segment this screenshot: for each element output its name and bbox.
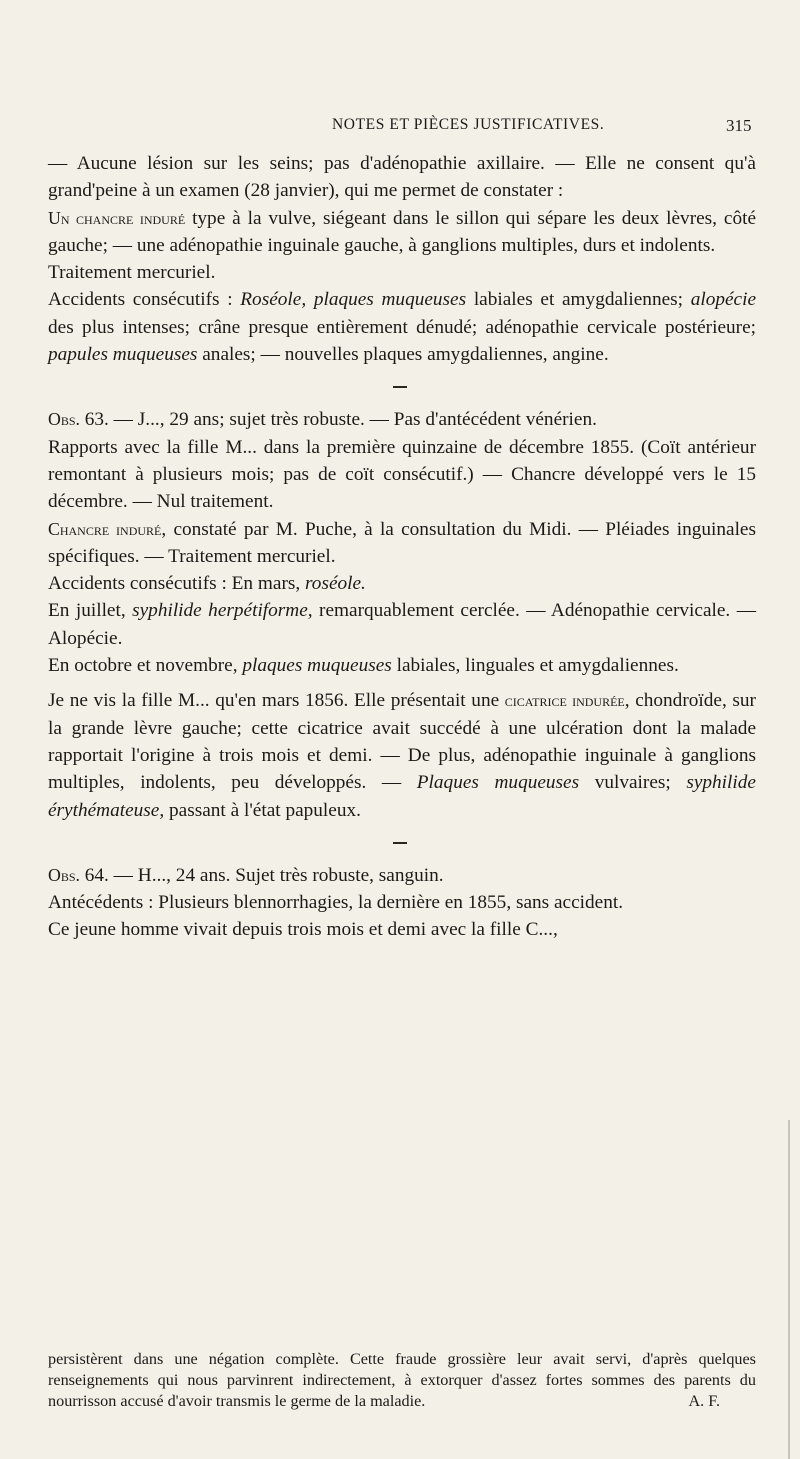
- paragraph-accidents: [48, 286, 756, 368]
- section-separator: [393, 842, 407, 844]
- italic-term: syphilide herpétiforme,: [132, 600, 313, 622]
- obs-64-heading: [48, 862, 756, 889]
- italic-term: plaques muqueuses: [242, 655, 392, 677]
- paragraph-traitement: Traitement mercuriel.: [48, 262, 216, 284]
- paragraph-rapports: Rapports avec la fille M... dans la première quinzaine de décembre 1855. (Coït antérieur remontant à plusieurs mois; pas de coït consécutif.) — Chancre développé vers le 15 décembre. — Nul traitement.: [48, 436, 756, 513]
- paragraph-octobre: [48, 652, 756, 679]
- footnote-signature: A. F.: [688, 1392, 720, 1410]
- italic-term: alopécie: [690, 289, 757, 311]
- small-caps-term: Un chancre induré: [48, 207, 186, 228]
- page-number: 315: [726, 116, 752, 135]
- italic-term: Plaques muqueuses: [416, 772, 580, 794]
- small-caps-term: Chancre induré: [48, 518, 162, 539]
- text-run: remarquablement cerclée. — Adénopathie cervicale. — Alopécie.: [48, 600, 756, 649]
- text-run: En juillet,: [48, 600, 133, 622]
- paragraph-chancre-induré: [48, 516, 756, 571]
- running-head: [0, 116, 800, 140]
- text-run: vulvaires;: [579, 772, 687, 794]
- text-run: 63. — J..., 29 ans; sujet très robuste. — Pas d'antécédent vénérien.: [79, 409, 597, 431]
- text-run: des plus intenses; crâne presque entièrement dénudé; adénopathie cervicale postérieure;: [48, 316, 756, 338]
- small-caps-term: cicatrice indurée: [504, 690, 625, 711]
- text-run: labiales, linguales et amygdaliennes.: [391, 655, 679, 677]
- page-edge-line: [788, 1120, 790, 1459]
- paragraph-jeune-homme: Ce jeune homme vivait depuis trois mois et demi avec la fille C...,: [48, 919, 558, 941]
- text-run: Accidents consécutifs : En mars,: [48, 573, 306, 595]
- text-run: Accidents consécutifs :: [48, 289, 241, 311]
- italic-term: Roséole, plaques muqueuses: [240, 289, 467, 311]
- text-run: En octobre et novembre,: [48, 655, 243, 677]
- paragraph-antecedents: Antécédents : Plusieurs blennorrhagies, la dernière en 1855, sans accident.: [48, 892, 624, 914]
- paragraph-accidents-mars: [48, 570, 756, 597]
- text-run: anales; — nouvelles plaques amygdaliennes, angine.: [197, 344, 609, 366]
- body-text: [48, 150, 756, 944]
- footnote: [48, 1349, 756, 1412]
- footnote-text: persistèrent dans une négation complète. Cette fraude grossière leur avait servi, d'après quelques renseignements qui nous parvinrent indirectement, à extorquer d'assez fortes sommes des parents du nourrisson accusé d'avoir transmis le germe de la maladie.: [48, 1350, 756, 1410]
- text-run: labiales et amygdaliennes;: [466, 289, 691, 311]
- paragraph-chancre: [48, 205, 756, 260]
- italic-term: roséole.: [305, 573, 366, 595]
- italic-term: papules muqueuses: [48, 344, 198, 366]
- section-separator: [393, 386, 407, 388]
- text-run: 64. — H..., 24 ans. Sujet très robuste, sanguin.: [79, 864, 444, 886]
- text-run: , constaté par M. Puche, à la consultation du Midi. — Pléiades inguinales spécifiques. — Traitement mercuriel.: [48, 518, 756, 567]
- paragraph-juillet: [48, 597, 756, 652]
- text-run: type à la vulve, siégeant dans le sillon qui sépare les deux lèvres, côté gauche; — une adénopathie inguinale gauche, à ganglions multiples, durs et indolents.: [48, 207, 756, 256]
- obs-63-heading: [48, 406, 756, 433]
- text-run: , chondroïde, sur la grande lèvre gauche; cette cicatrice avait succédé à une ulcération dont la malade rapportait l'origine à trois mois et demi. — De plus, adénopathie inguinale à ganglions multiples, indolents, peu développés. —: [48, 690, 756, 794]
- italic-term: syphilide érythémateuse,: [48, 772, 756, 821]
- paragraph-lesion: — Aucune lésion sur les seins; pas d'adénopathie axillaire. — Elle ne consent qu'à grand'peine à un examen (28 janvier), qui me permet de constater :: [48, 153, 756, 202]
- text-run: passant à l'état papuleux.: [164, 799, 361, 821]
- small-caps-term: Obs.: [48, 409, 80, 430]
- paragraph-fille-m: [48, 687, 756, 823]
- running-title: NOTES ET PIÈCES JUSTIFICATIVES.: [332, 116, 605, 133]
- small-caps-term: Obs.: [48, 864, 80, 885]
- text-run: Je ne vis la fille M... qu'en mars 1856. Elle présentait une: [48, 690, 505, 712]
